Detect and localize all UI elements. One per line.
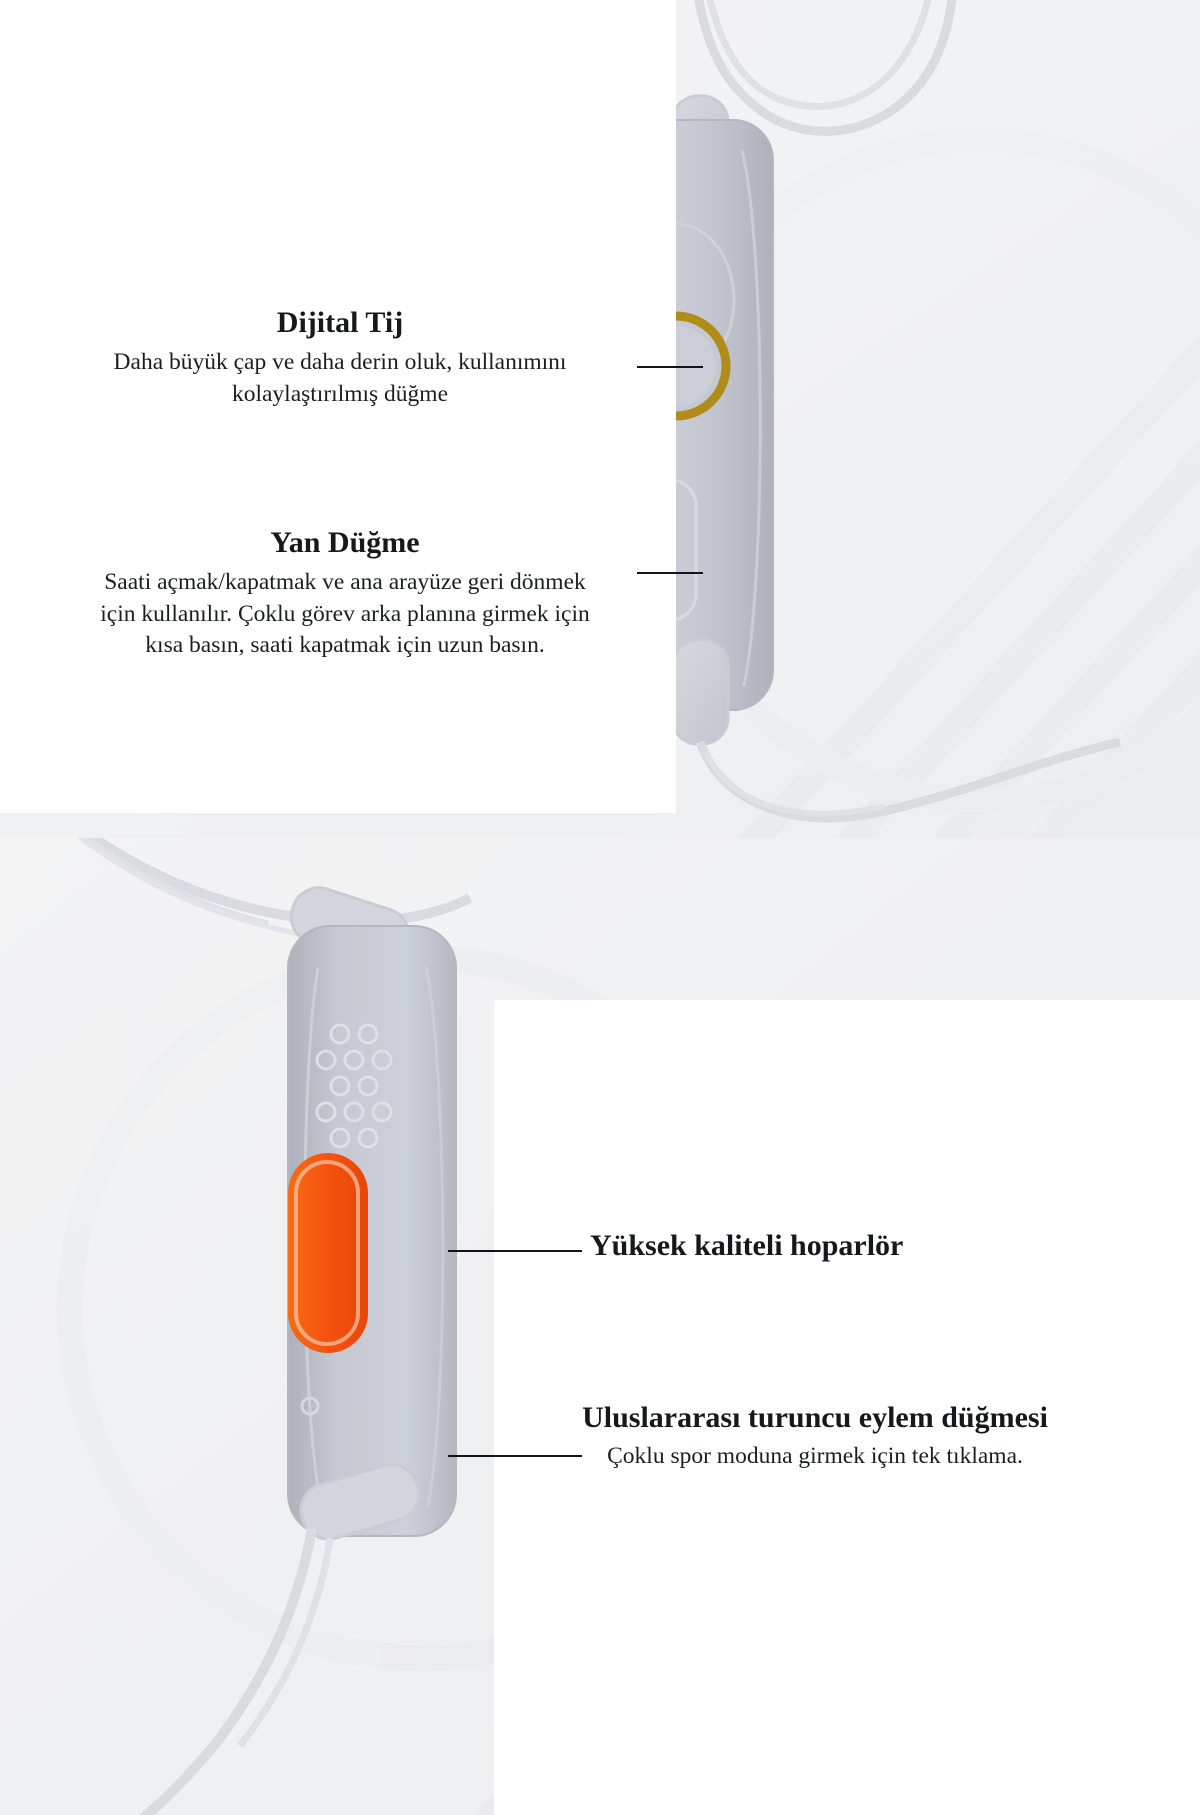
callout-side-button [90,525,600,661]
leader-line-speaker [448,1250,582,1252]
callout-digital-crown-title: Dijital Tij [276,306,404,339]
leader-line-side-button [637,572,703,574]
callout-action-button-title: Uluslararası turuncu eylem düğmesi [582,1401,1048,1434]
callout-action-button-body: Çoklu spor moduna girmek için tek tıklama. [607,1443,1023,1470]
callout-side-button-title: Yan Düğme [270,526,420,559]
callout-side-button-body: Saati açmak/kapatmak ve ana arayüze geri dönmek için kullanılır. Çoklu görev arka planına girmek için kısa basın, saati kapatmak için uzun basın. [100,569,590,658]
callout-action-button [545,1400,1085,1473]
callout-digital-crown-body: Daha büyük çap ve daha derin oluk, kullanımını kolaylaştırılmış düğme [113,349,567,407]
callout-speaker [590,1228,1050,1263]
action-button [288,1153,368,1353]
callout-speaker-title: Yüksek kaliteli hoparlör [590,1229,904,1262]
leader-line-digital-crown [637,366,703,368]
callout-digital-crown [80,305,600,410]
